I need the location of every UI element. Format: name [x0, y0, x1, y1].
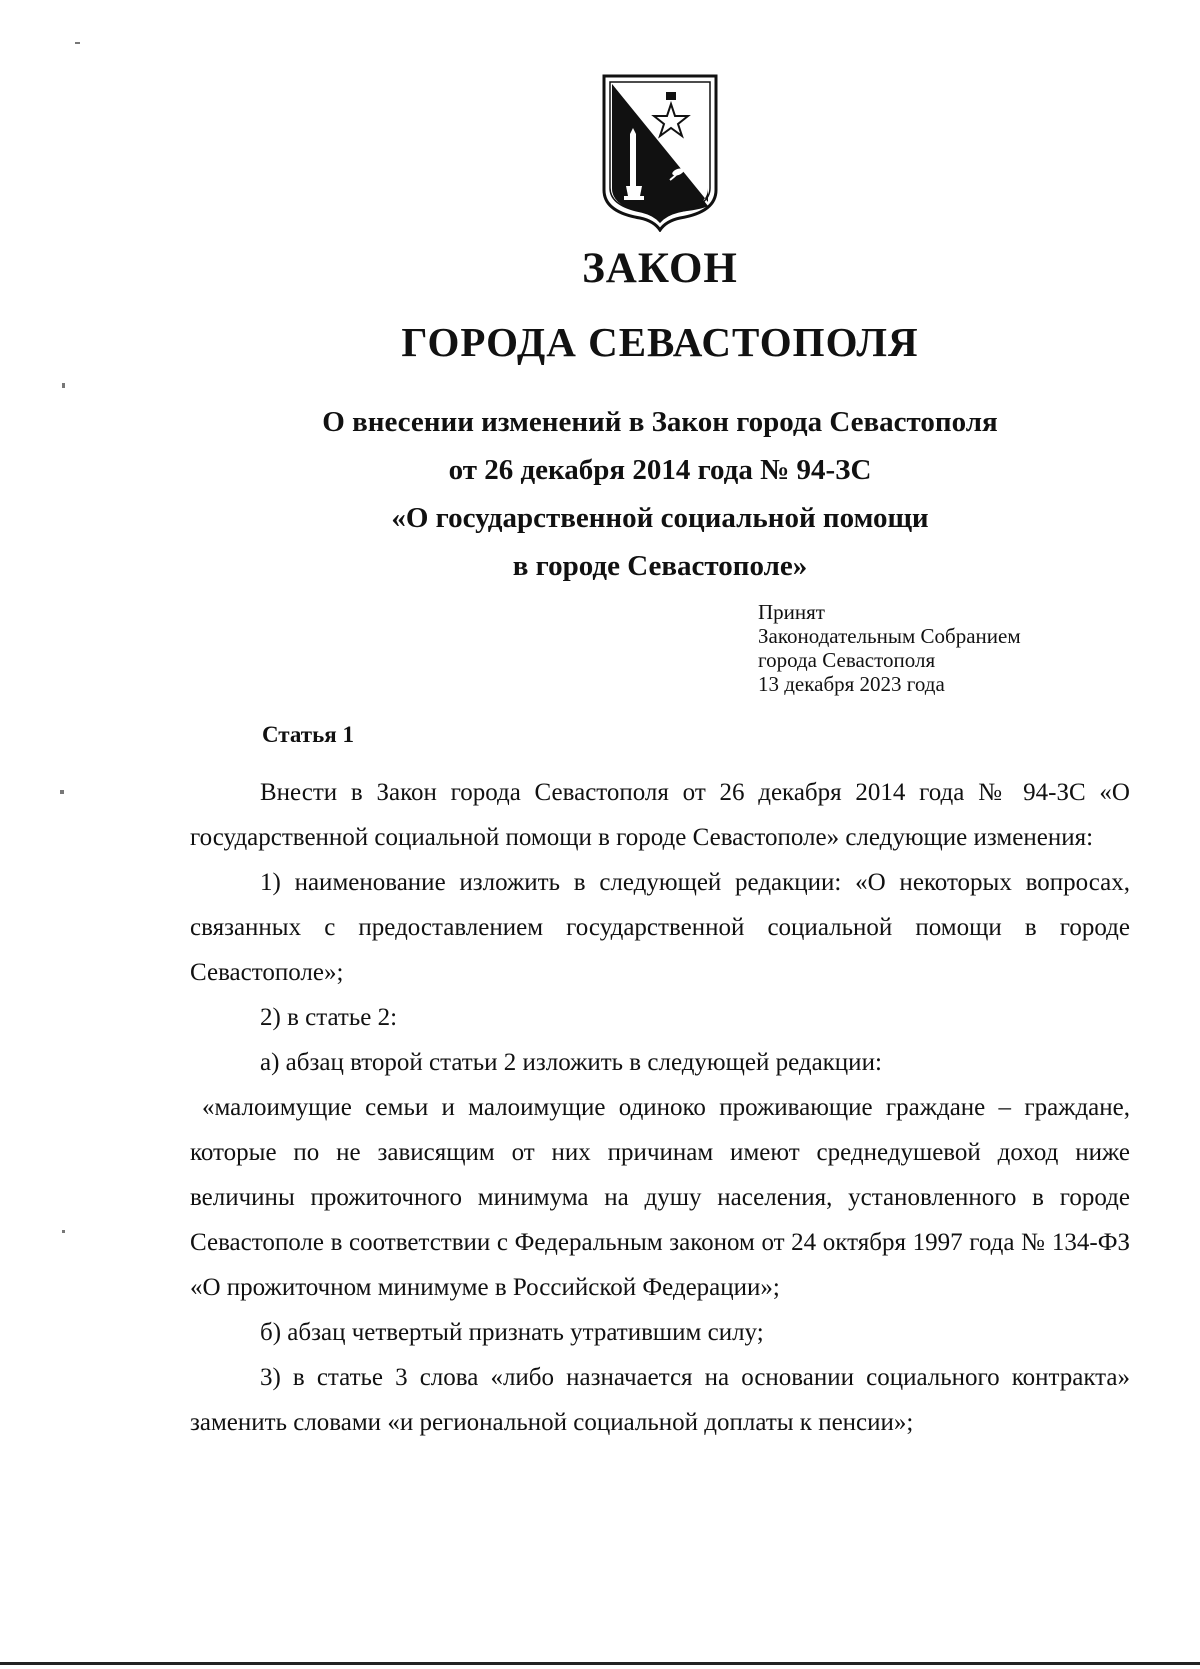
document-title: ЗАКОН	[582, 245, 738, 292]
article-heading: Статья 1	[262, 722, 354, 747]
article-paragraph: 3) в статье 3 слова «либо назначается на основании социального контракта» заменить словами «и региональной социальной доплаты к пенсии»;	[190, 1364, 1130, 1436]
article-paragraph: 2) в статье 2:	[260, 1004, 398, 1031]
article-paragraph: «малоимущие семьи и малоимущие одиноко проживающие граждане – граждане, которые по не зависящим от них причинам имеют среднедушевой доход ниже величины прожиточного минимума на душу населения, установленного в городе Севастополе в соответствии с Федеральным законом от 24 октября 1997 года № 134-ФЗ «О прожиточном минимуме в Российской Федерации»;	[190, 1094, 1130, 1301]
article-body	[190, 770, 1130, 1445]
adoption-note	[758, 600, 1021, 696]
scan-speck	[62, 1230, 65, 1233]
scan-speck	[75, 42, 80, 44]
law-subject-line: О внесении изменений в Закон города Севастополя	[322, 406, 998, 438]
scan-speck	[60, 790, 64, 794]
law-subject-line: в городе Севастополе»	[512, 550, 808, 582]
coat-of-arms-icon	[600, 72, 720, 232]
adoption-line: города Севастополя	[758, 648, 936, 672]
adoption-line: Принят	[758, 600, 825, 624]
scan-speck	[62, 383, 65, 388]
document-issuer: ГОРОДА СЕВАСТОПОЛЯ	[401, 319, 919, 365]
article-paragraph: Внести в Закон города Севастополя от 26 декабря 2014 года № 94-ЗС «О государственной социальной помощи в городе Севастополе» следующие изменения:	[190, 779, 1130, 851]
law-subject-line: «О государственной социальной помощи	[391, 502, 929, 534]
article-paragraph: 1) наименование изложить в следующей редакции: «О некоторых вопросах, связанных с предоставлением государственной социальной помощи в городе Севастополе»;	[190, 869, 1130, 986]
article-paragraph: б) абзац четвертый признать утратившим силу;	[260, 1319, 764, 1346]
article-paragraph: а) абзац второй статьи 2 изложить в следующей редакции:	[260, 1049, 882, 1076]
law-subject-line: от 26 декабря 2014 года № 94-ЗС	[448, 454, 872, 486]
law-subject	[0, 398, 1200, 590]
page-bottom-edge	[0, 1662, 1200, 1665]
adoption-line: Законодательным Собранием	[758, 624, 1021, 648]
adoption-date: 13 декабря 2023 года	[758, 672, 945, 696]
